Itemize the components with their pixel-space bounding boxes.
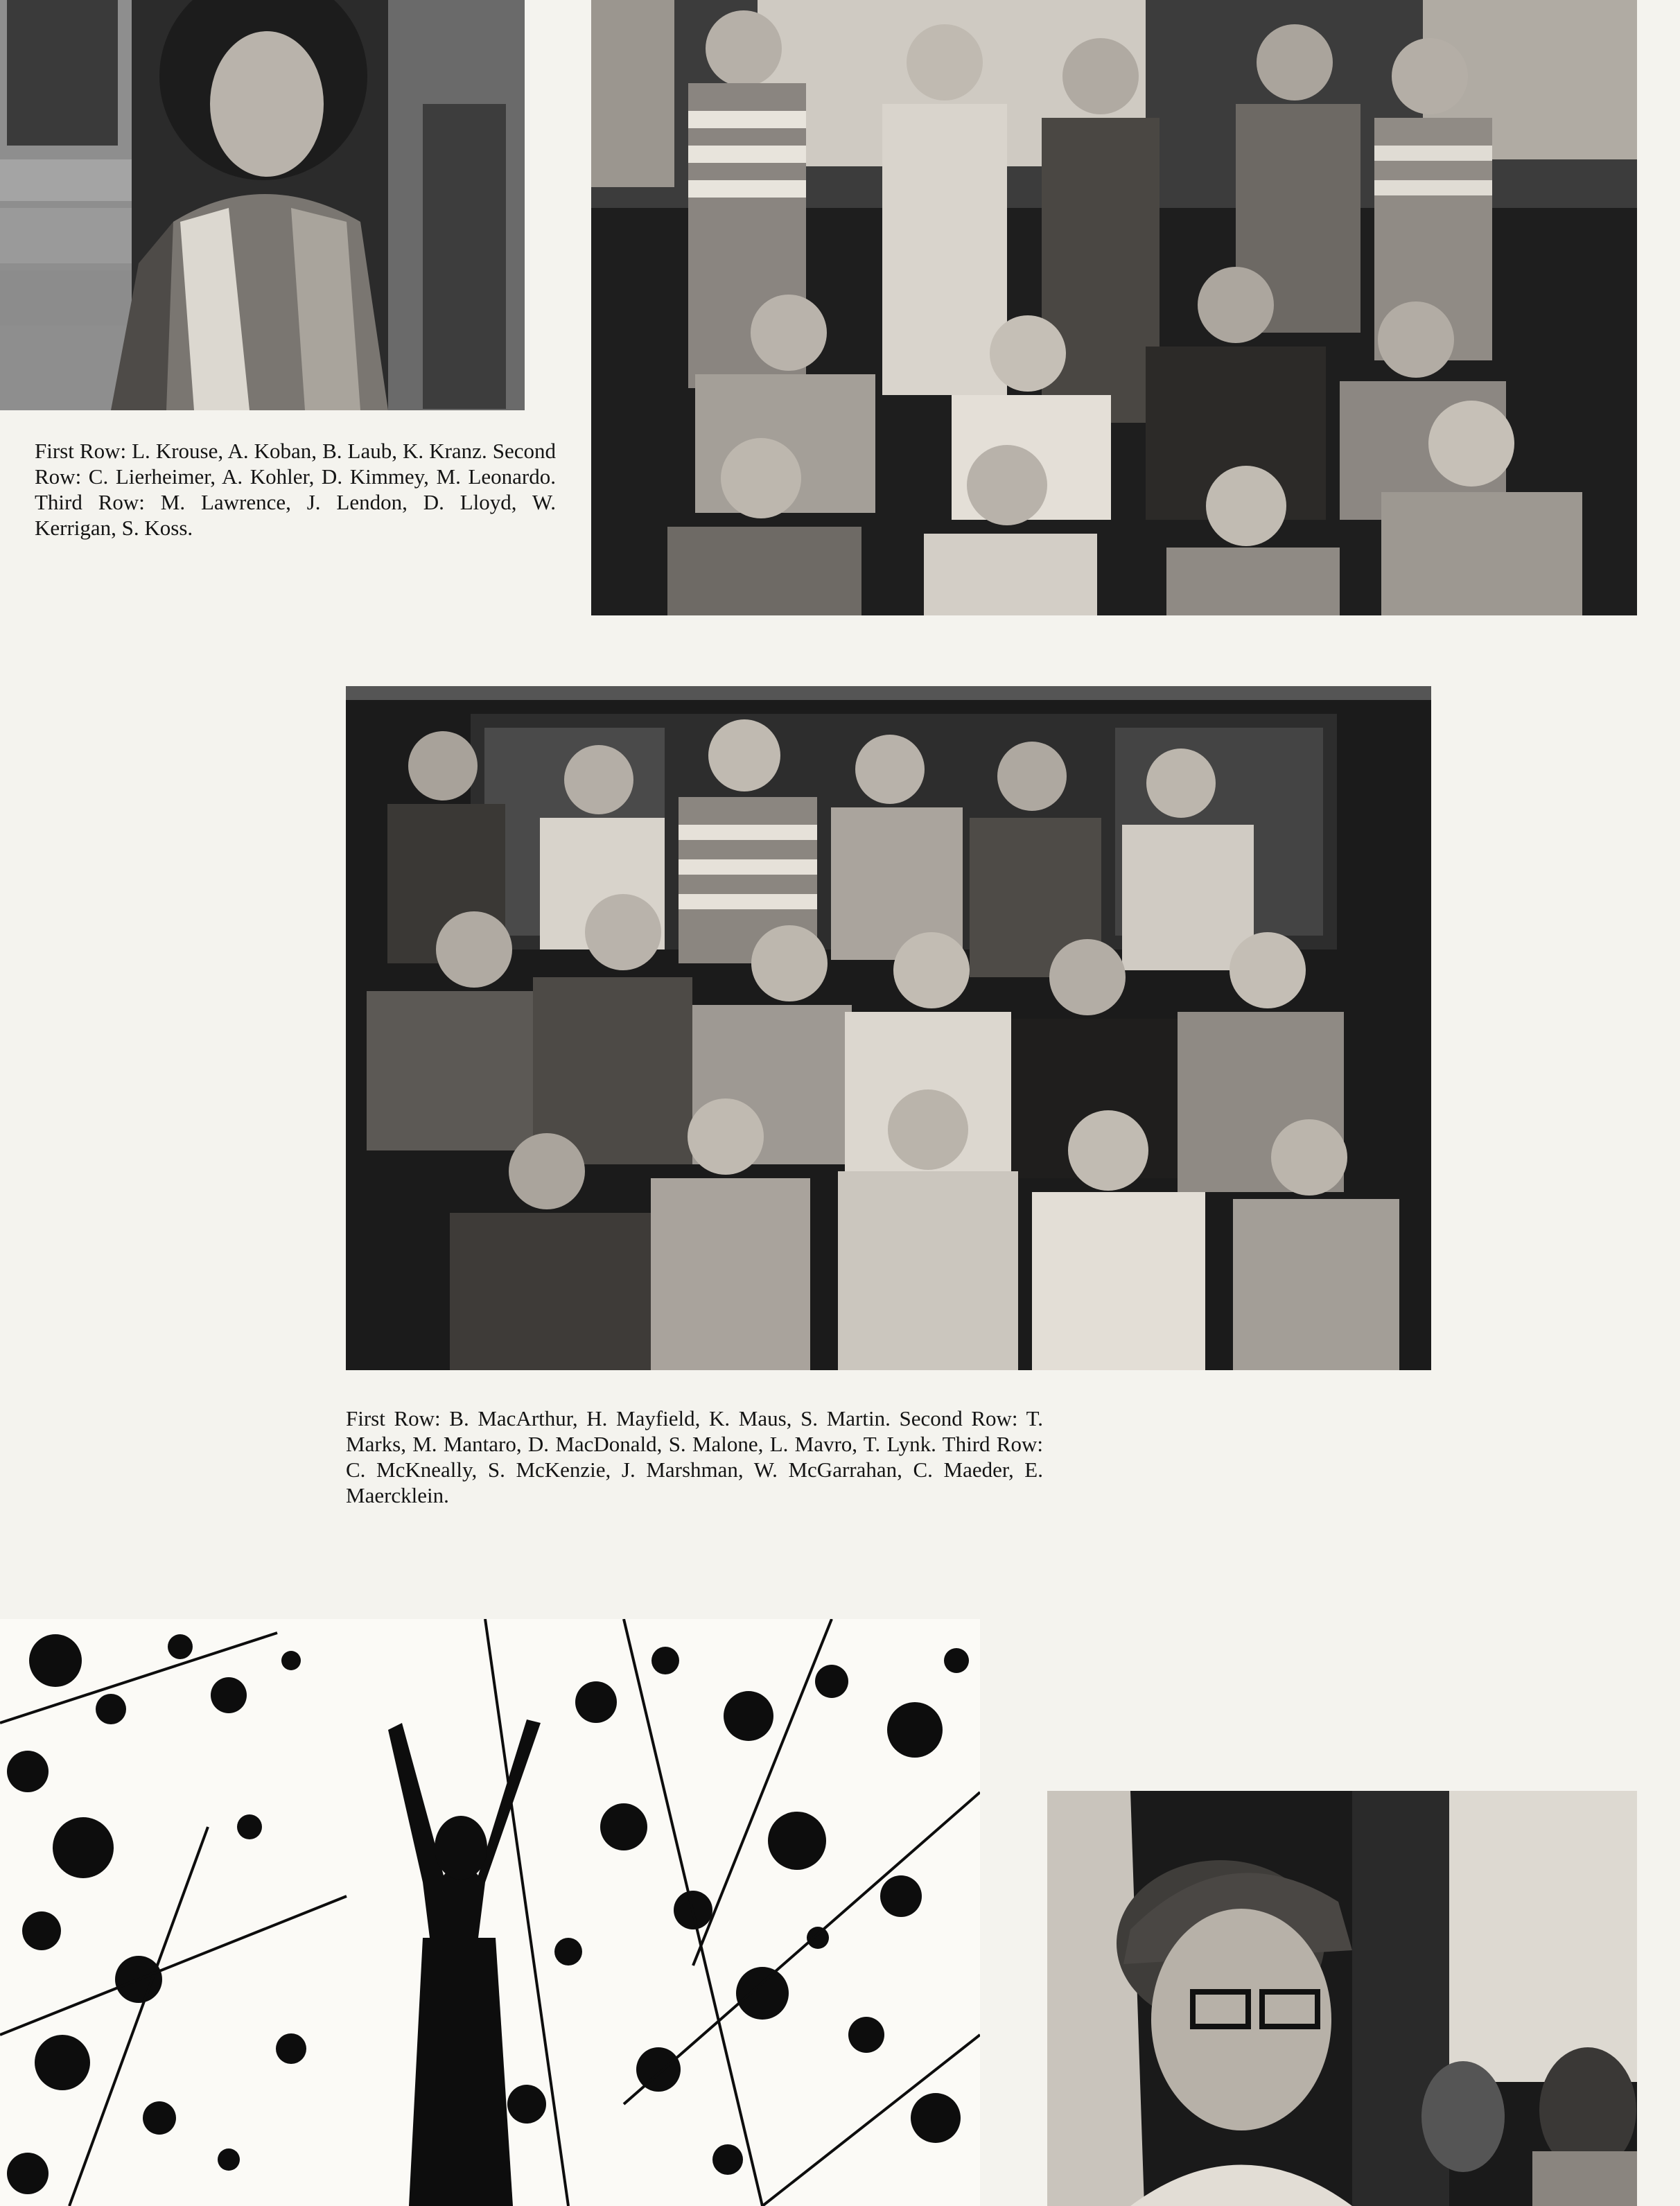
girl-portrait-photo xyxy=(0,0,525,410)
caption-top-group: First Row: L. Krouse, A. Koban, B. Laub, K. Kranz. Second Row: C. Lierheimer, A. Kohler, D. Kimmey, M. Leonardo. Third Row: M. Lawrence, J. Lendon, D. Lloyd, W. Kerrigan, S. Koss. xyxy=(35,439,556,540)
splatter-art-illustration xyxy=(0,1619,980,2206)
group-photo-middle xyxy=(346,686,1431,1370)
group-photo-top xyxy=(591,0,1637,615)
caption-middle-group: First Row: B. MacArthur, H. Mayfield, K. Maus, S. Martin. Second Row: T. Marks, M. Mantaro, D. MacDonald, S. Malone, L. Mavro, T. Lynk. Third Row: C. McKneally, S. McKenzie, J. Marshman, W. McGarrahan, C. Maeder, E. Maercklein. xyxy=(346,1406,1043,1507)
capped-student-photo xyxy=(1047,1791,1637,2206)
